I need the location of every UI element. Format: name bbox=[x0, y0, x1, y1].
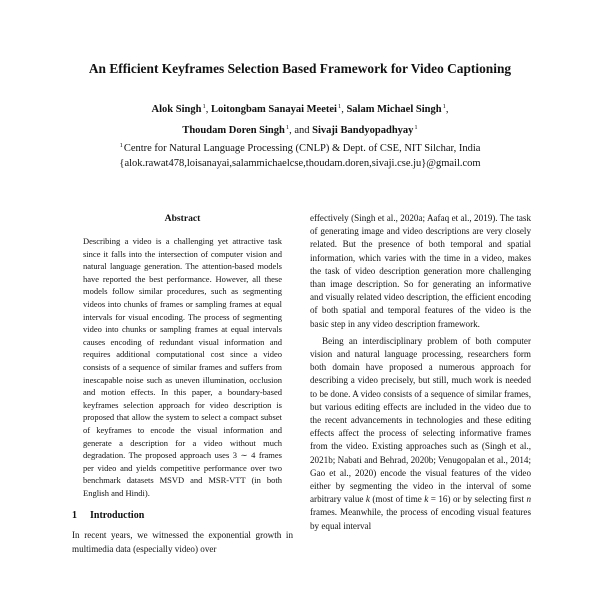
math-variable: k bbox=[424, 494, 429, 505]
right-column bbox=[310, 212, 531, 533]
author-line-1 bbox=[20, 98, 580, 119]
body-paragraph-2 bbox=[310, 335, 531, 533]
abstract-text: Describing a video is a challenging yet attractive task since it falls into the intersection of computer vision and natural language generation. The attention-based models have reported the best performance. However, all these models follow similar procedures, such as segmenting videos into chunks of frames or sampling frames at equal intervals for visual encoding. The process of segmenting video into chunks or sampling frames at equal intervals causes encoding of redundant visual information and requires additional computational cost since a video consists of a sequence of similar frames and suffers from inescapable noise such as uneven illumination, occlusion and motion effects. In this paper, a boundary-based keyframes selection approach for video description is proposed that allow the system to select a compact subset of keyframes to encode the visual information and generate a description for a video without much degradation. The proposed approach uses 3 ∼ 4 frames per video and yields competitive performance over two benchmark datasets MSVD and MSR-VTT (in both English and Hindi). bbox=[83, 236, 282, 498]
author-affil-mark: 1 bbox=[337, 103, 342, 110]
math-variable: k bbox=[365, 494, 370, 505]
affiliation-line bbox=[20, 138, 580, 156]
author-affil-mark: 1 bbox=[414, 124, 418, 131]
section-heading-introduction bbox=[72, 509, 293, 523]
paper-title: An Efficient Keyframes Selection Based Framework for Video Captioning bbox=[88, 61, 512, 76]
author-separator: , bbox=[445, 104, 449, 115]
body-text: Being an interdisciplinary problem of both computer vision and natural language processing, researchers form both domain have proposed a numerous approach for describing a video precisely, but still, much work is needed to be done. A video consists of a sequence of similar frames, but various editing effects are included in the video due to the recent advancements in technologies and these editing effects affect the process of selecting informative frames from the video. Existing approaches such as (Singh et al., 2021b; Nabati and Behrad, 2020b; Venugopalan et al., 2014; Gao et al., 2020) encode the visual features of the video either by segmenting the video in the interval of some arbitrary value bbox=[310, 335, 531, 505]
author-name: Sivaji Bandyopadhyay bbox=[312, 125, 414, 136]
abstract-heading: Abstract bbox=[164, 213, 201, 224]
affiliation-text: Centre for Natural Language Processing (CNLP) & Dept. of CSE, NIT Silchar, India bbox=[123, 143, 481, 154]
body-text: (most of time bbox=[369, 494, 425, 505]
section-title: Introduction bbox=[90, 510, 145, 522]
affiliation-mark: 1 bbox=[119, 142, 123, 149]
author-line-2 bbox=[20, 119, 580, 140]
author-affil-mark: 1 bbox=[202, 103, 206, 110]
author-affil-mark: 1 bbox=[285, 124, 290, 131]
author-list bbox=[20, 98, 580, 140]
author-name: Thoudam Doren Singh bbox=[182, 125, 285, 136]
body-text: frames. Meanwhile, the process of encoding visual features by equal interval bbox=[310, 507, 531, 531]
math-variable: n bbox=[526, 494, 531, 505]
affiliation-block bbox=[20, 138, 580, 171]
left-column bbox=[72, 212, 293, 556]
author-emails: {alok.rawat478,loisanayai,salammichaelcse,thoudam.doren,sivaji.cse.ju}@gmail.com bbox=[119, 158, 481, 169]
author-name: Loitongbam Sanayai Meetei bbox=[210, 104, 337, 115]
author-separator: , bbox=[205, 104, 211, 115]
introduction-paragraph: In recent years, we witnessed the exponential growth in multimedia data (especially video) over bbox=[72, 530, 293, 554]
author-name: Salam Michael Singh bbox=[346, 104, 442, 115]
author-name: Alok Singh bbox=[151, 104, 202, 115]
author-separator: , bbox=[341, 104, 347, 115]
body-text: = 16) or by selecting first bbox=[428, 494, 527, 505]
author-affil-mark: 1 bbox=[442, 103, 446, 110]
section-number: 1 bbox=[72, 510, 77, 522]
body-paragraph-1: effectively (Singh et al., 2020a; Aafaq et al., 2019). The task of generating image and video descriptions are very closely related. But the presence of both temporal and spatial information, which varies with the time in a video, makes the task of video description generation more challenging than image description. So for generating an informative and visually related video description, the efficient encoding of both spatial and temporal features of the video is the basic step in any video description framework. bbox=[310, 213, 531, 329]
author-separator: , and bbox=[289, 125, 313, 136]
